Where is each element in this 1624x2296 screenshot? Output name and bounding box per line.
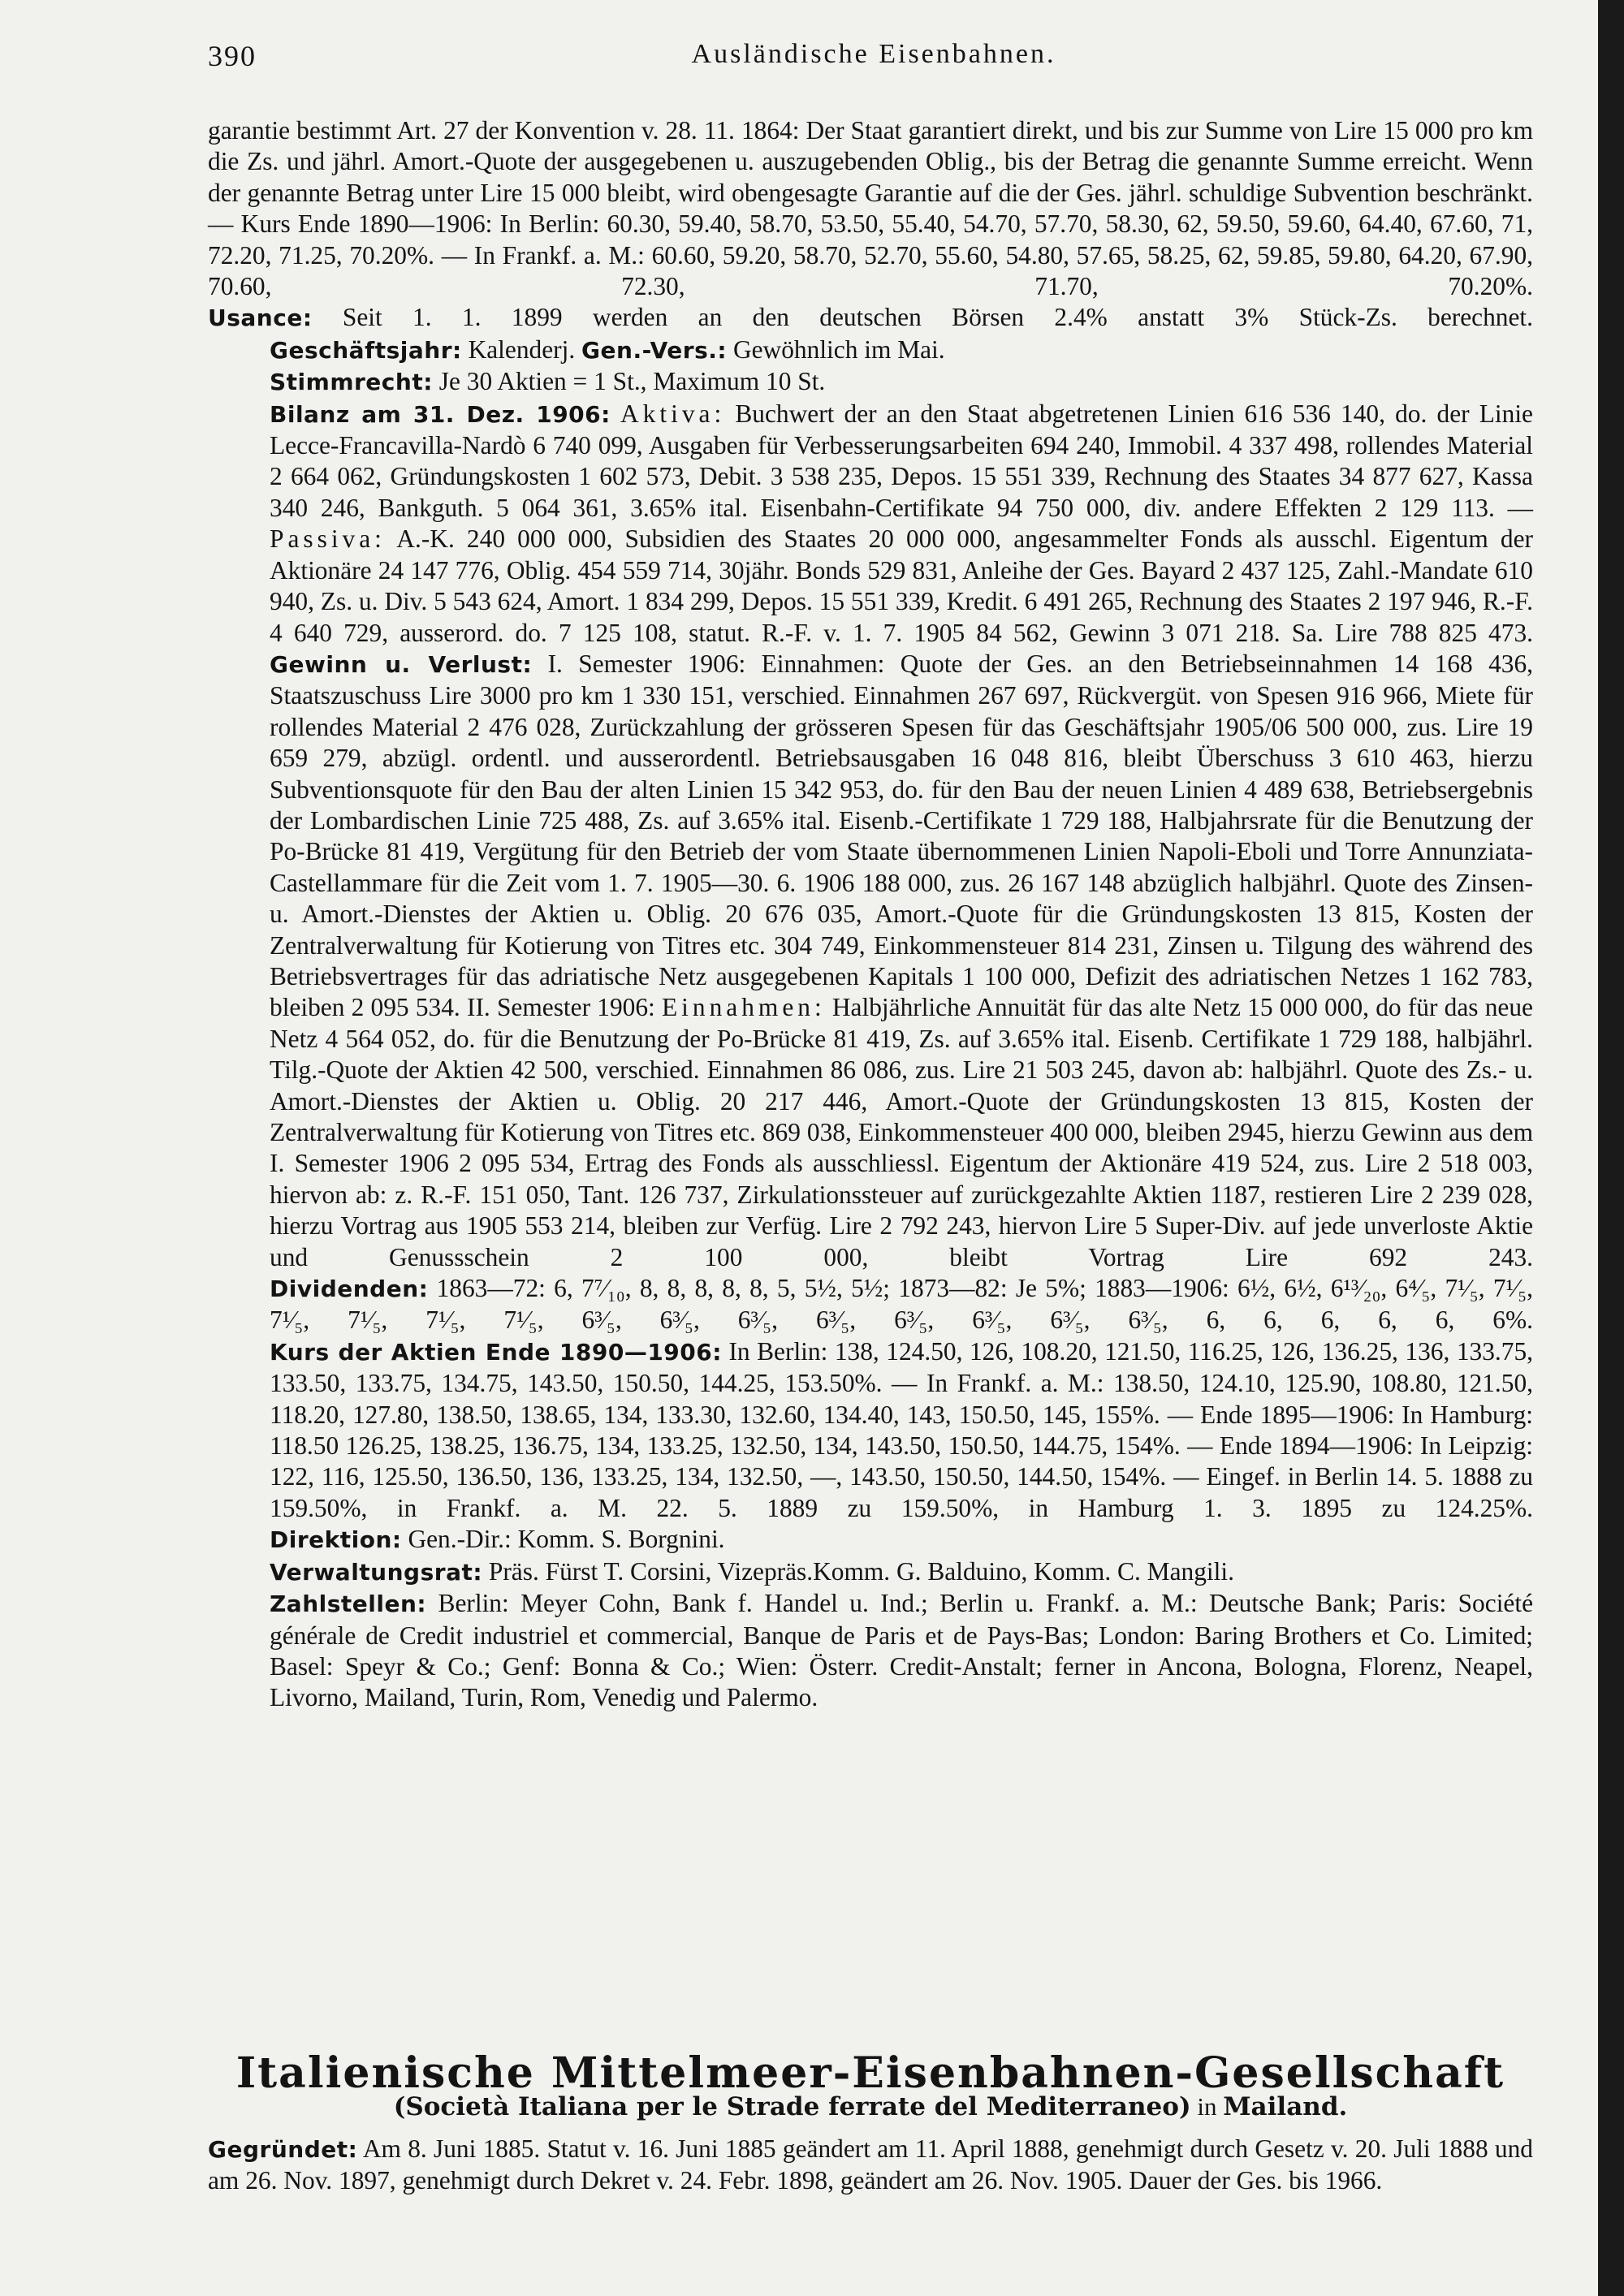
page-header — [208, 39, 1540, 88]
usance-entry — [208, 302, 1533, 334]
directorate-entry — [208, 1524, 1533, 1556]
section-subtitle-place: Mailand. — [1223, 2092, 1348, 2121]
profit-loss-label: Gewinn u. Verlust: — [270, 650, 533, 678]
profit-loss-text-2: Halbjährliche Annuität für das alte Netz 15 000 000, do für das neue Netz 4 564 052, do. für die Benutzung der Po-Brücke 81 419, Zs. auf 3.65% ital. Eisenb. Certifikate 1 729 188, halbjährl. Tilg.-Quote der Aktien 42 500, verschied. Einnahmen 86 086, zus. Lire 21 503 245, davon ab: halbjährl. Quote des Zs.- u. Amort.-Dienstes der Aktien u. Oblig. 20 217 446, Amort.-Quote der Gründungskosten 13 815, Kosten der Zentralverwaltung für Kotierung von Titres etc. 869 038, Einkommensteuer 400 000, bleiben 2945, hierzu Gewinn aus dem I. Semester 1906 2 095 534, Ertrag des Fonds als ausschliessl. Eigentum der Aktionäre 419 524, zus. Lire 2 518 003, hiervon ab: z. R.-F. 151 050, Tant. 126 737, Zirkulationssteuer auf zurückgezahlte Aktien 1187, restieren Lire 2 239 028, hierzu Vortrag aus 1905 553 214, bleiben zur Verfüg. Lire 2 792 243, hiervon Lire 5 Super-Div. auf jede unverloste Aktie und Genussschein 2 100 000, bleibt Vortrag Lire 692 243. — [270, 993, 1533, 1271]
assets-label: Aktiva: — [620, 399, 726, 428]
dividends-entry — [208, 1273, 1533, 1336]
dividends-label: Dividenden: — [270, 1275, 429, 1303]
section-subtitle: (Società Italiana per le Strade ferrate del Mediterraneo) — [393, 2092, 1191, 2121]
share-price-label: Kurs der Aktien Ende 1890—1906: — [270, 1338, 722, 1366]
share-price-text: In Berlin: 138, 124.50, 126, 108.20, 121.50, 116.25, 126, 136.25, 136, 133.75, 133.50, 133.75, 134.75, 143.50, 150.50, 144.25, 153.50%. — In Frankf. a. M.: 138.50, 124.10, 125.90, 108.80, 121.50, 118.20, 127.80, 138.50, 138.65, 134, 133.30, 132.60, 134.40, 143, 150.50, 145, 155%. — Ende 1895—1906: In Hamburg: 118.50 126.25, 138.25, 136.75, 134, 133.25, 132.50, 134, 143.50, 150.50, 144.75, 154%. — Ende 1894—1906: In Leipzig: 122, 116, 125.50, 136.50, 136, 133.25, 134, 132.50, —, 143.50, 150.50, 144.50, 154%. — Eingef. in Berlin 14. 5. 1888 zu 159.50%, in Frankf. a. M. 22. 5. 1889 zu 159.50%, in Hamburg 1. 3. 1895 zu 124.25%. — [270, 1336, 1534, 1522]
general-meeting-text: Gewöhnlich im Mai. — [727, 334, 945, 364]
guarantee-text: garantie bestimmt Art. 27 der Konvention v. 28. 11. 1864: Der Staat garantiert direkt, und bis zur Summe von Lire 15 000 pro km die Zs. und jährl. Amort.-Quote der ausgegebenen u. auszugebenden Oblig., bis der Betrag die genannte Summe erreicht. Wenn der genannte Betrag unter Lire 15 000 bleibt, wird obengesagte Garantie auf die der Ges. jährl. schuldige Subvention beschränkt. — Kurs Ende 1890—1906: In Berlin: 60.30, 59.40, 58.70, 53.50, 55.40, 54.70, 57.70, 58.30, 62, 59.50, 59.60, 64.40, 67.60, 71, 72.20, 71.25, 70.20%. — In Frankf. a. M.: 60.60, 59.20, 58.70, 52.70, 55.60, 54.80, 57.65, 58.25, 62, 59.85, 59.80, 64.20, 67.90, 70.60, 72.30, 71.70, 70.20%. — [208, 116, 1533, 301]
section-title: Italienische Mittelmeer-Eisenbahnen-Gesellschaft — [235, 2048, 1505, 2098]
page-number: 390 — [208, 40, 257, 72]
fiscal-year-label: Geschäftsjahr: — [270, 336, 462, 364]
guarantee-paragraph — [208, 115, 1533, 302]
board-label: Verwaltungsrat: — [270, 1558, 483, 1586]
fiscal-year-entry — [208, 334, 1533, 366]
fiscal-year-text: Kalenderj. — [461, 334, 582, 364]
profit-loss-entry — [208, 649, 1533, 1273]
section-subtitle-line — [208, 2087, 1533, 2127]
section-subtitle-in: in — [1190, 2092, 1224, 2121]
directorate-label: Direktion: — [270, 1526, 402, 1554]
directorate-text: Gen.-Dir.: Komm. S. Borgnini. — [401, 1525, 725, 1554]
running-head: Ausländische Eisenbahnen. — [691, 39, 1056, 69]
liabilities-label: Passiva: — [270, 524, 386, 554]
voting-right-text: Je 30 Aktien = 1 St., Maximum 10 St. — [432, 367, 826, 396]
dividends-text: 1863—72: 6, 7⁷⁄₁₀, 8, 8, 8, 8, 8, 5, 5½, 5½; 1873—82: Je 5%; 1883—1906: 6½, 6½, 6¹³⁄₂₀, 6⁴⁄₅, 7¹⁄₅, 7¹⁄₅, 7¹⁄₅, 7¹⁄₅, 7¹⁄₅, 7¹⁄₅, 6³⁄₅, 6³⁄₅, 6³⁄₅, 6³⁄₅, 6³⁄₅, 6³⁄₅, 6³⁄₅, 6³⁄₅, 6, 6, 6, 6, 6, 6%. — [270, 1274, 1533, 1335]
founded-entry — [208, 2092, 1533, 2197]
body-text — [208, 115, 1533, 1714]
income-label: Einnahmen: — [661, 993, 826, 1022]
founded-label: Gegründet: — [208, 2136, 358, 2163]
board-text: Präs. Fürst T. Corsini, Vizepräs.Komm. G. Balduino, Komm. C. Mangili. — [482, 1556, 1234, 1586]
profit-loss-text: I. Semester 1906: Einnahmen: Quote der Ges. an den Betriebseinnahmen 14 168 436, Staatszuschuss Lire 3000 pro km 1 330 151, verschied. Einnahmen 267 697, Rückvergüt. von Spesen 916 966, Miete für rollendes Material 2 476 028, Zurückzahlung der grösseren Spesen für das Geschäftsjahr 1905/06 500 000, zus. Lire 19 659 279, abzügl. ordentl. und ausserordentl. Betriebsausgaben 16 048 816, bleibt Überschuss 3 610 463, hierzu Subventionsquote für den Bau der alten Linien 15 342 953, do. für den Bau der neuen Linien 4 489 638, Betriebsergebnis der Lombardischen Linie 725 488, Zs. auf 3.65% ital. Eisenb.-Certifikate 1 729 188, Halbjahrsrate für die Benutzung der Po-Brücke 81 419, Vergütung für den Betrieb der vom Staate übernommenen Linien Napoli-Eboli und Torre Annunziata-Castellammare für die Zeit vom 1. 7. 1905—30. 6. 1906 188 000, zus. 26 167 148 abzüglich halbjährl. Quote des Zinsen- u. Amort.-Dienstes der Aktien u. Oblig. 20 676 035, Amort.-Quote für die Gründungskosten 13 815, Kosten der Zentralverwaltung für Kotierung von Titres etc. 304 749, Einkommensteuer 814 231, Zinsen u. Tilgung des während des Betriebsvertrages für das adriatische Netz ausgegebenen Kapitals 1 100 000, Defizit des adriatischen Netzes 1 162 783, bleiben 2 095 534. II. Semester 1906: — [270, 649, 1533, 1022]
founded-paragraph — [208, 2134, 1533, 2197]
voting-right-entry — [208, 366, 1533, 398]
general-meeting-label: Gen.-Vers.: — [581, 336, 728, 364]
board-entry — [208, 1556, 1533, 1588]
balance-sheet-label: Bilanz am 31. Dez. 1906: — [270, 400, 611, 428]
voting-right-label: Stimmrecht: — [270, 369, 433, 396]
founded-text: Am 8. Juni 1885. Statut v. 16. Juni 1885 geändert am 11. April 1888, genehmigt durch Gesetz v. 20. Juli 1888 und am 26. Nov. 1897, genehmigt durch Dekret v. 24. Febr. 1898, geändert am 26. Nov. 1905. Dauer der Ges. bis 1966. — [208, 2134, 1533, 2195]
paying-agents-label: Zahlstellen: — [270, 1590, 427, 1618]
liabilities-text: A.-K. 240 000 000, Subsidien des Staates 20 000 000, angesammelter Fonds als ausschl. Eigentum der Aktionäre 24 147 776, Oblig. 454 559 714, 30jähr. Bonds 529 831, Anleihe der Ges. Bayard 2 437 125, Zahl.-Mandate 610 940, Zs. u. Div. 5 543 624, Amort. 1 834 299, Depos. 15 551 339, Kredit. 6 491 265, Rechnung des Staates 2 197 946, R.-F. 4 640 729, ausserord. do. 7 125 108, statut. R.-F. v. 1. 7. 1905 84 562, Gewinn 3 071 218. Sa. Lire 788 825 473. — [270, 524, 1533, 647]
assets-text: Buchwert der an den Staat abgetretenen Linien 616 536 140, do. der Linie Lecce-Francavilla-Nardò 6 740 099, Ausgaben für Verbesserungsarbeiten 694 240, Immobil. 4 337 498, rollendes Material 2 664 062, Gründungskosten 1 602 573, Debit. 3 538 235, Depos. 15 551 339, Rechnung des Staates 34 877 627, Kassa 340 246, Bankguth. 5 064 361, 3.65% ital. Eisenbahn-Certifikate 94 750 000, div. andere Effekten 2 129 113. — — [270, 399, 1533, 522]
balance-sheet-entry — [208, 399, 1533, 649]
paying-agents-entry — [208, 1588, 1533, 1714]
usance-text: Seit 1. 1. 1899 werden an den deutschen Börsen 2.4% anstatt 3% Stück-Zs. berechnet. — [312, 303, 1533, 332]
share-price-entry — [208, 1336, 1533, 1524]
paying-agents-text: Berlin: Meyer Cohn, Bank f. Handel u. Ind.; Berlin u. Frankf. a. M.: Deutsche Bank; Paris: Société générale de Credit industriel et commercial, Banque de Paris et de Pays-Bas; London: Baring Brothers et Co. Limited; Basel: Speyr & Co.; Genf: Bonna & Co.; Wien: Österr. Credit-Anstalt; ferner in Ancona, Bologna, Florenz, Neapel, Livorno, Mailand, Turin, Rom, Venedig und Palermo. — [270, 1589, 1533, 1712]
usance-label: Usance: — [208, 304, 313, 332]
